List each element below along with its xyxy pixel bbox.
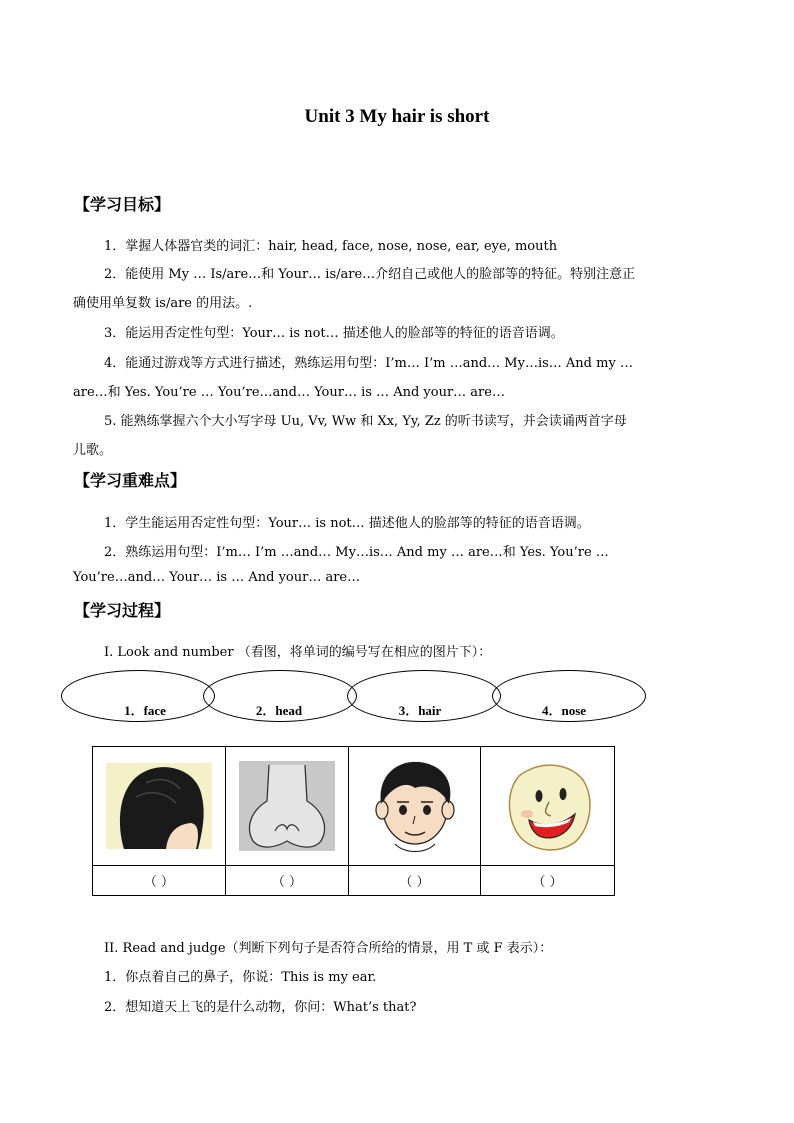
objective-line-2: 2．能使用 My … Is/are…和 Your… is/are…介绍自己或他人的脸部等的特征。特别注意正 <box>104 267 636 282</box>
key-point-line-2-cont: You’re…and… Your… is … And your… are… <box>73 570 361 585</box>
objective-line-5-cont: 儿歌。 <box>73 443 113 458</box>
objective-line-1: 1．掌握人体器官类的词汇：hair, head, face, nose, nose, ear, eye, mouth <box>104 239 558 254</box>
answer-blank-3[interactable]: （ ） <box>349 866 481 896</box>
face-picture <box>499 758 597 854</box>
head-picture <box>365 758 465 854</box>
section1-instruction: I. Look and number （看图，将单词的编号写在相应的图片下）： <box>104 645 492 660</box>
picture-cell-3 <box>349 747 481 866</box>
objective-line-3: 3．能运用否定性句型：Your… is not… 描述他人的脸部等的特征的语音语调。 <box>104 326 564 341</box>
section2-item-2: 2．想知道天上飞的是什么动物，你问：What’s that? <box>104 1000 417 1015</box>
key-points-heading: 【学习重难点】 <box>74 471 187 490</box>
picture-cell-1 <box>93 747 226 866</box>
process-heading: 【学习过程】 <box>74 601 171 620</box>
word-label-face: 1．face <box>124 703 166 718</box>
word-label-hair: 3．hair <box>398 703 442 718</box>
word-label-nose: 4．nose <box>541 703 587 718</box>
nose-picture <box>239 761 335 851</box>
key-point-line-1: 1．学生能运用否定性句型：Your… is not… 描述他人的脸部等的特征的语音语调。 <box>104 516 590 531</box>
page-title: Unit 3 My hair is short <box>304 106 490 127</box>
objective-line-4-cont: are…和 Yes. You’re … You’re…and… Your… is … And your… are… <box>73 385 505 400</box>
objective-line-2-cont: 确使用单复数 is/are 的用法。. <box>73 296 253 311</box>
objective-line-4: 4．能通过游戏等方式进行描述，熟练运用句型：I’m… I’m …and… My…is… And my … <box>104 356 633 371</box>
section2-instruction: II. Read and judge（判断下列句子是否符合所给的情景，用 T 或 F 表示）： <box>104 941 553 956</box>
word-label-head: 2．head <box>255 703 303 718</box>
objectives-heading: 【学习目标】 <box>74 195 171 214</box>
picture-cell-2 <box>226 747 349 866</box>
answer-blank-4[interactable]: （ ） <box>481 866 615 896</box>
answer-blank-1[interactable]: （ ） <box>93 866 226 896</box>
picture-cell-4 <box>481 747 615 866</box>
objective-line-5: 5. 能熟练掌握六个大小写字母 Uu, Vv, Ww 和 Xx, Yy, Zz 的听书读写，并会读诵两首字母 <box>104 414 627 429</box>
section2-item-1: 1．你点着自己的鼻子，你说：This is my ear. <box>104 970 377 985</box>
picture-table <box>92 746 615 896</box>
answer-blank-2[interactable]: （ ） <box>226 866 349 896</box>
hair-picture <box>106 763 212 849</box>
key-point-line-2: 2．熟练运用句型：I’m… I’m …and… My…is… And my … are…和 Yes. You’re … <box>104 545 609 560</box>
